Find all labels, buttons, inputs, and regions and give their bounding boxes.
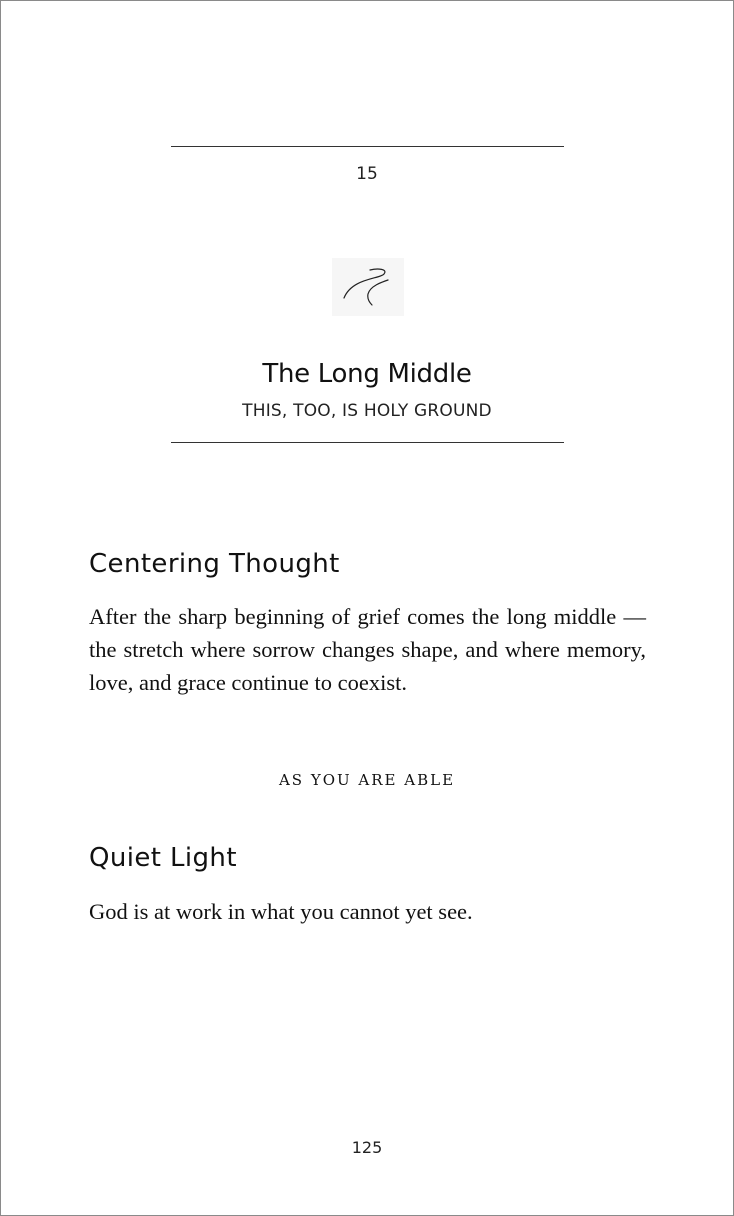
quiet-light-text: God is at work in what you cannot yet see. [89, 899, 473, 924]
chapter-top-rule [171, 146, 564, 147]
as-you-are-able-label: AS YOU ARE ABLE [278, 771, 456, 789]
section-heading-centering-thought: Centering Thought [89, 549, 340, 579]
chapter-number: 15 [356, 164, 378, 184]
chapter-subtitle: THIS, TOO, IS HOLY GROUND [242, 401, 492, 421]
page-number: 125 [351, 1138, 383, 1157]
centering-thought-text: After the sharp beginning of grief comes the long middle — the stretch where sorrow changes shape, and where memory, love, and grace continue to coexist. [89, 604, 646, 695]
chapter-bottom-rule [171, 442, 564, 443]
chapter-title: The Long Middle [262, 359, 472, 389]
path-squiggle-icon [332, 258, 404, 316]
section-heading-quiet-light: Quiet Light [89, 843, 237, 873]
